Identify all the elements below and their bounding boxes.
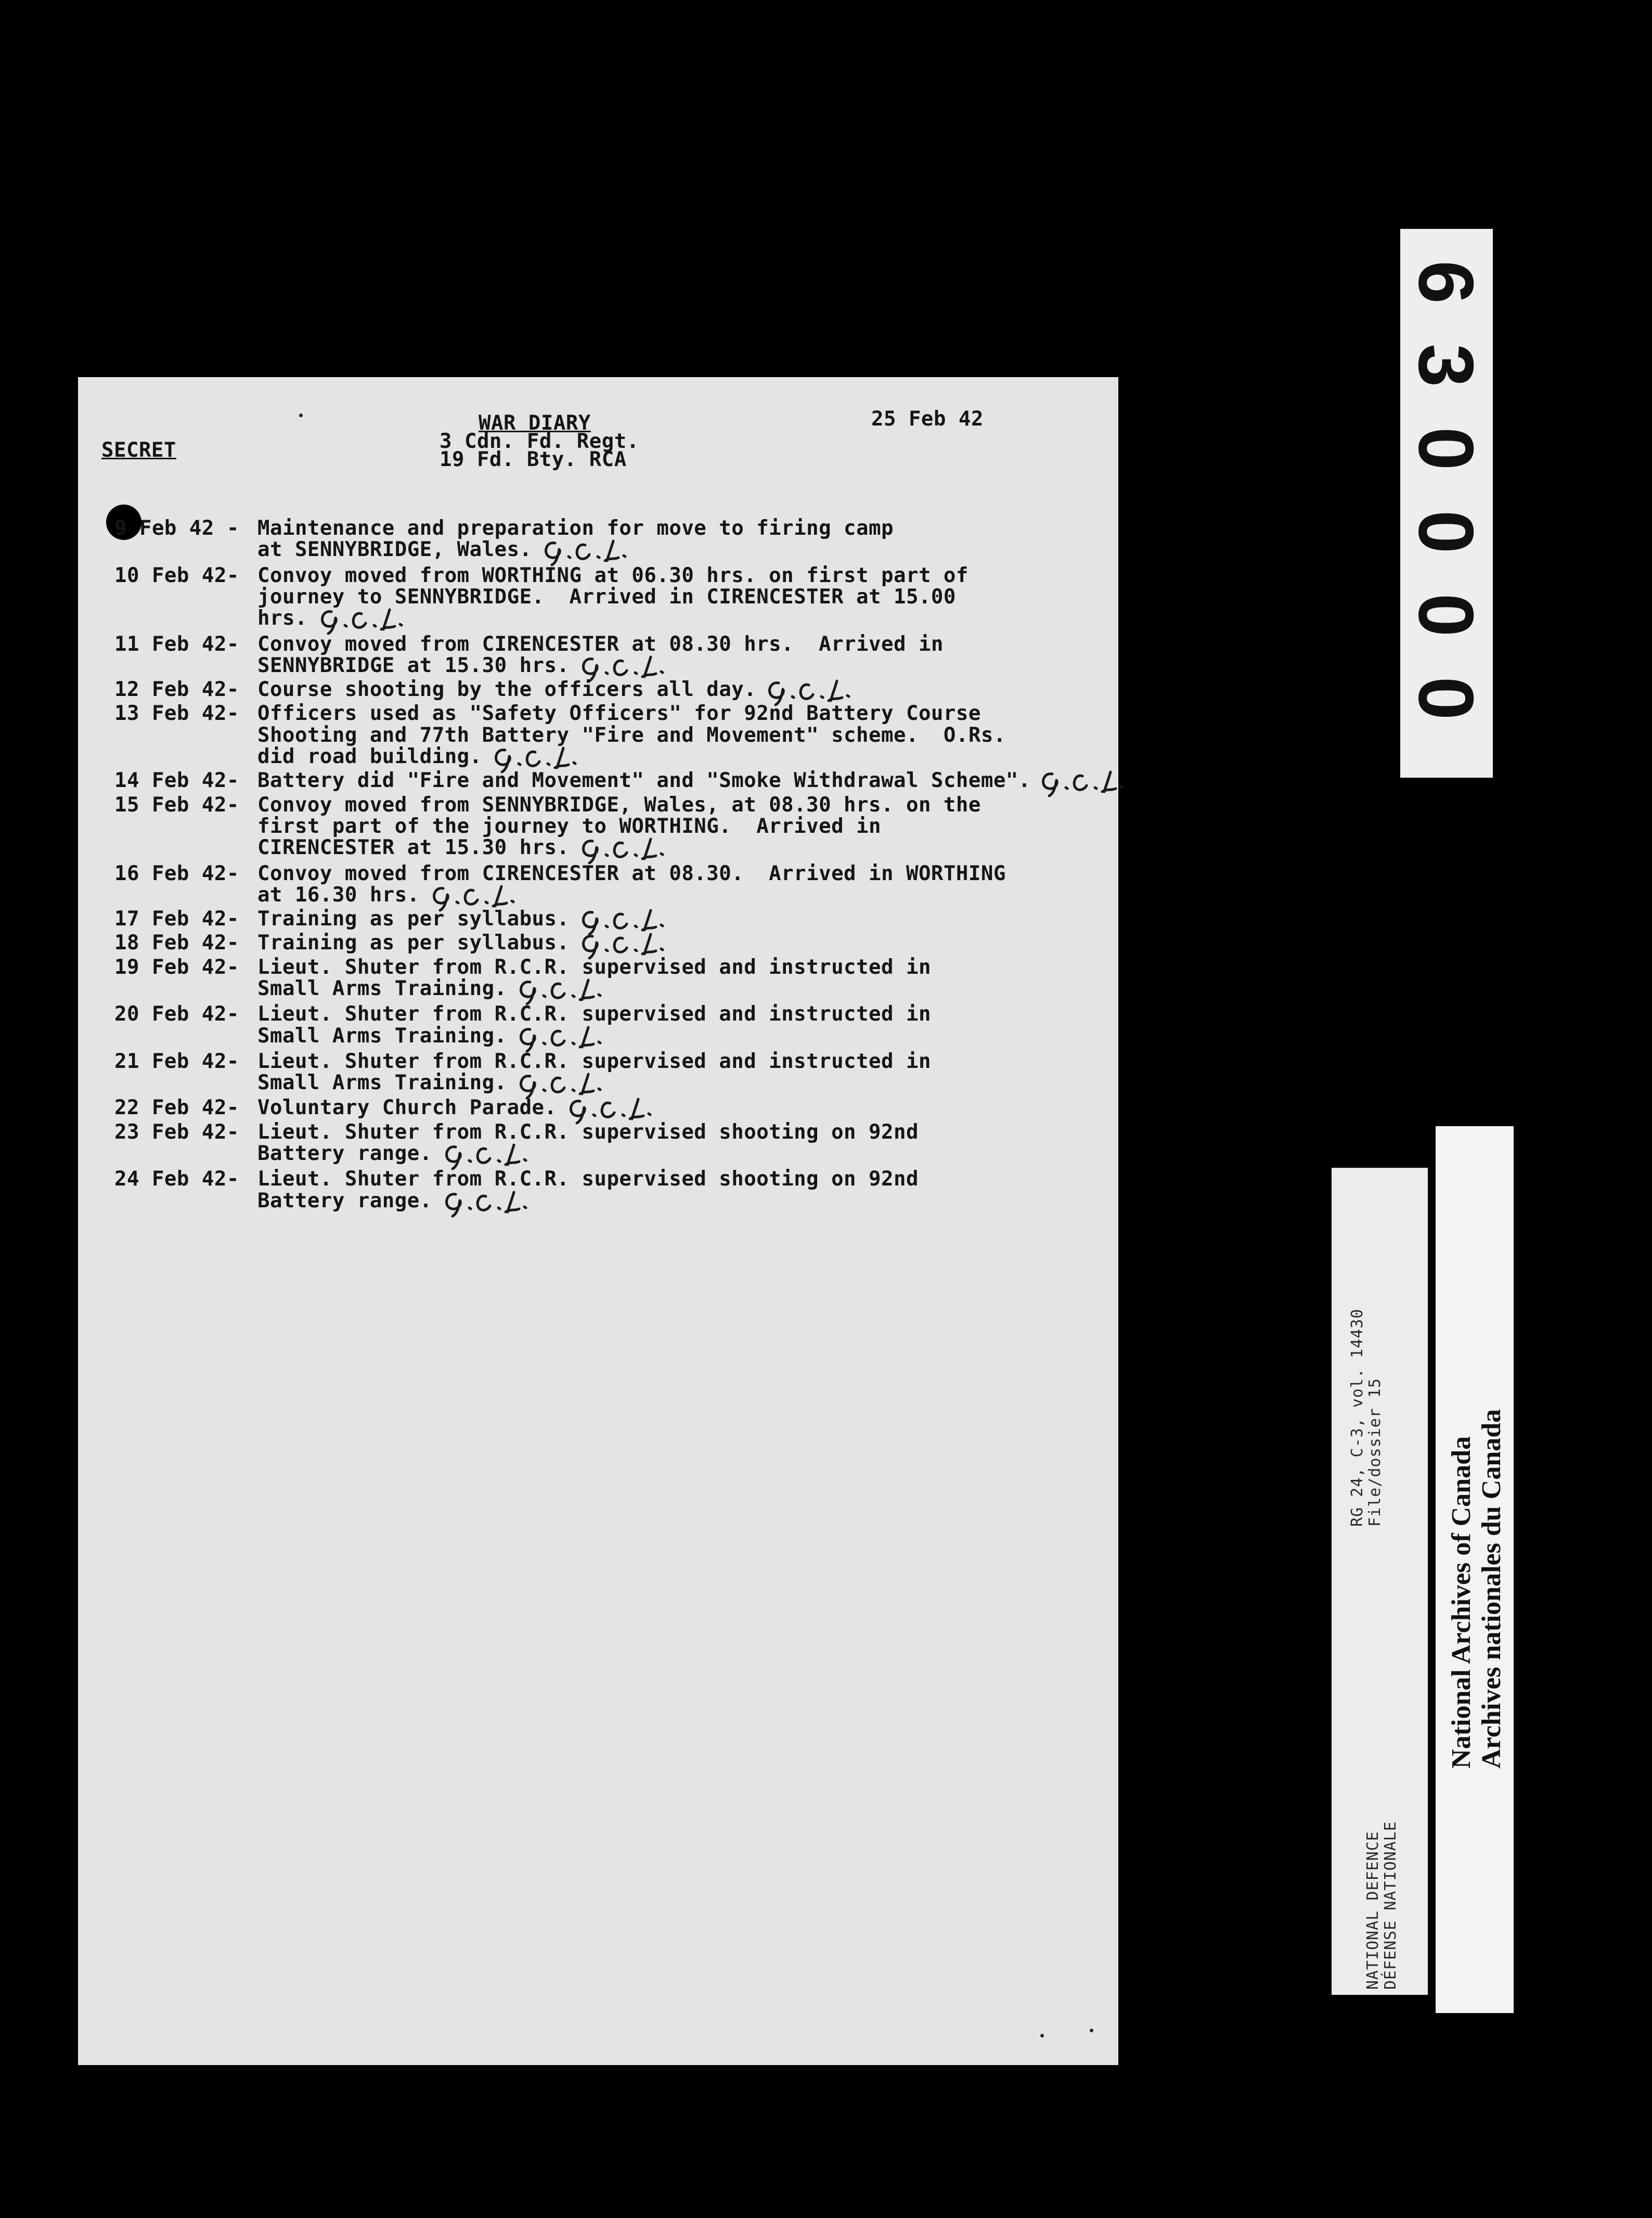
handwritten-initials — [515, 975, 614, 1006]
handwritten-initials — [578, 834, 677, 865]
entry-date: 9 Feb 42 - — [114, 517, 239, 540]
unit-line-1: 3 Cdn. Fd. Regt. — [440, 430, 639, 453]
handwritten-initials — [317, 604, 416, 636]
classification-label: SECRET — [101, 439, 176, 462]
entry-text-line: Convoy moved from WORTHING at 06.30 hrs. on first part of — [257, 563, 969, 587]
paper-speck — [299, 414, 303, 417]
entry-text-line: Battery range. — [257, 1189, 432, 1213]
frame-digit: 0 — [1402, 510, 1490, 554]
frame-digit: 6 — [1402, 260, 1490, 304]
entry-text-line: Battery range. — [257, 1142, 432, 1166]
entry-text-line: Lieut. Shuter from R.C.R. supervised and instructed in — [257, 955, 931, 979]
entry-text-line: SENNYBRIDGE at 15.30 hrs. — [257, 653, 570, 677]
entry-date: 23 Feb 42- — [114, 1120, 239, 1144]
entry-date: 21 Feb 42- — [114, 1049, 239, 1073]
department-fr: DÉFENSE NATIONALE — [1382, 1821, 1400, 1990]
entry-text-line: Officers used as "Safety Officers" for 92nd Battery Course — [257, 702, 981, 726]
handwritten-initials — [441, 1140, 540, 1171]
archives-name-fr: Archives nationales du Canada — [1477, 1409, 1506, 1769]
entry-date: 19 Feb 42- — [114, 955, 239, 979]
paper-speck — [1090, 2029, 1093, 2032]
department-en: NATIONAL DEFENCE — [1364, 1831, 1382, 1990]
handwritten-initials — [515, 1022, 614, 1053]
entry-date: 22 Feb 42- — [114, 1095, 239, 1119]
entry-text-line: Training as per syllabus. — [257, 907, 570, 931]
entry-date: 20 Feb 42- — [114, 1002, 239, 1026]
entry-date: 18 Feb 42- — [114, 931, 239, 955]
entry-text-line: Course shooting by the officers all day. — [257, 678, 757, 702]
entry-text-line: Maintenance and preparation for move to firing camp — [257, 517, 894, 540]
entry-date: 14 Feb 42- — [114, 769, 239, 793]
entry-text-line: Battery did "Fire and Movement" and "Smoke Withdrawal Scheme". — [257, 769, 1031, 793]
frame-number-strip — [1400, 229, 1493, 778]
entry-date: 24 Feb 42- — [114, 1167, 239, 1191]
entry-text-line: journey to SENNYBRIDGE. Arrived in CIRENCESTER at 15.00 — [257, 585, 956, 609]
archive-reference-label — [1332, 1168, 1428, 1995]
entry-text-line: hrs. — [257, 607, 307, 630]
entry-date: 17 Feb 42- — [114, 907, 239, 931]
frame-digit: 0 — [1402, 593, 1490, 637]
frame-digit: 0 — [1402, 676, 1490, 720]
diary-date: 25 Feb 42 — [871, 407, 984, 431]
entry-text-line: Small Arms Training. — [257, 1024, 507, 1048]
handwritten-initials — [1038, 767, 1137, 798]
reference-line-1: RG 24, C-3, vol. 14430 — [1348, 1308, 1366, 1527]
frame-digit: 3 — [1402, 343, 1490, 388]
entry-date: 10 Feb 42- — [114, 563, 239, 587]
entry-text-line: at SENNYBRIDGE, Wales. — [257, 538, 532, 562]
handwritten-initials — [441, 1187, 540, 1218]
entry-date: 15 Feb 42- — [114, 793, 239, 817]
frame-digit: 0 — [1402, 427, 1490, 471]
entry-text-line: Small Arms Training. — [257, 977, 507, 1000]
paper-speck — [1040, 2034, 1044, 2038]
entry-text-line: Convoy moved from CIRENCESTER at 08.30 hrs. Arrived in — [257, 632, 944, 656]
handwritten-initials — [540, 536, 639, 567]
entry-date: 16 Feb 42- — [114, 861, 239, 885]
entry-text-line: Shooting and 77th Battery "Fire and Movement" scheme. O.Rs. — [257, 723, 1006, 747]
war-diary-page — [78, 377, 1118, 2065]
entry-text-line: Small Arms Training. — [257, 1071, 507, 1095]
entry-text-line: Lieut. Shuter from R.C.R. supervised and instructed in — [257, 1002, 931, 1026]
entry-text-line: did road building. — [257, 745, 482, 768]
entry-text-line: Lieut. Shuter from R.C.R. supervised and instructed in — [257, 1049, 931, 1073]
entry-text-line: at 16.30 hrs. — [257, 883, 420, 907]
unit-line-2: 19 Fd. Bty. RCA — [440, 448, 627, 471]
entry-text-line: Lieut. Shuter from R.C.R. supervised shooting on 92nd — [257, 1167, 919, 1191]
entry-text-line: first part of the journey to WORTHING. Arrived in — [257, 814, 881, 838]
entry-date: 11 Feb 42- — [114, 632, 239, 656]
entry-text-line: Convoy moved from CIRENCESTER at 08.30. Arrived in WORTHING — [257, 861, 1006, 885]
entry-text-line: Lieut. Shuter from R.C.R. supervised shooting on 92nd — [257, 1120, 919, 1144]
archives-name-en: National Archives of Canada — [1447, 1436, 1476, 1769]
entry-text-line: Convoy moved from SENNYBRIDGE, Wales, at 08.30 hrs. on the — [257, 793, 981, 817]
entry-text-line: Training as per syllabus. — [257, 931, 570, 955]
entry-date: 13 Feb 42- — [114, 702, 239, 726]
entry-date: 12 Feb 42- — [114, 678, 239, 702]
reference-line-2: File/dossier 15 — [1366, 1378, 1384, 1527]
entry-text-line: Voluntary Church Parade. — [257, 1095, 557, 1119]
entry-text-line: CIRENCESTER at 15.30 hrs. — [257, 836, 570, 860]
archives-stamp-label — [1436, 1126, 1514, 2013]
document-title: WAR DIARY — [479, 411, 591, 435]
